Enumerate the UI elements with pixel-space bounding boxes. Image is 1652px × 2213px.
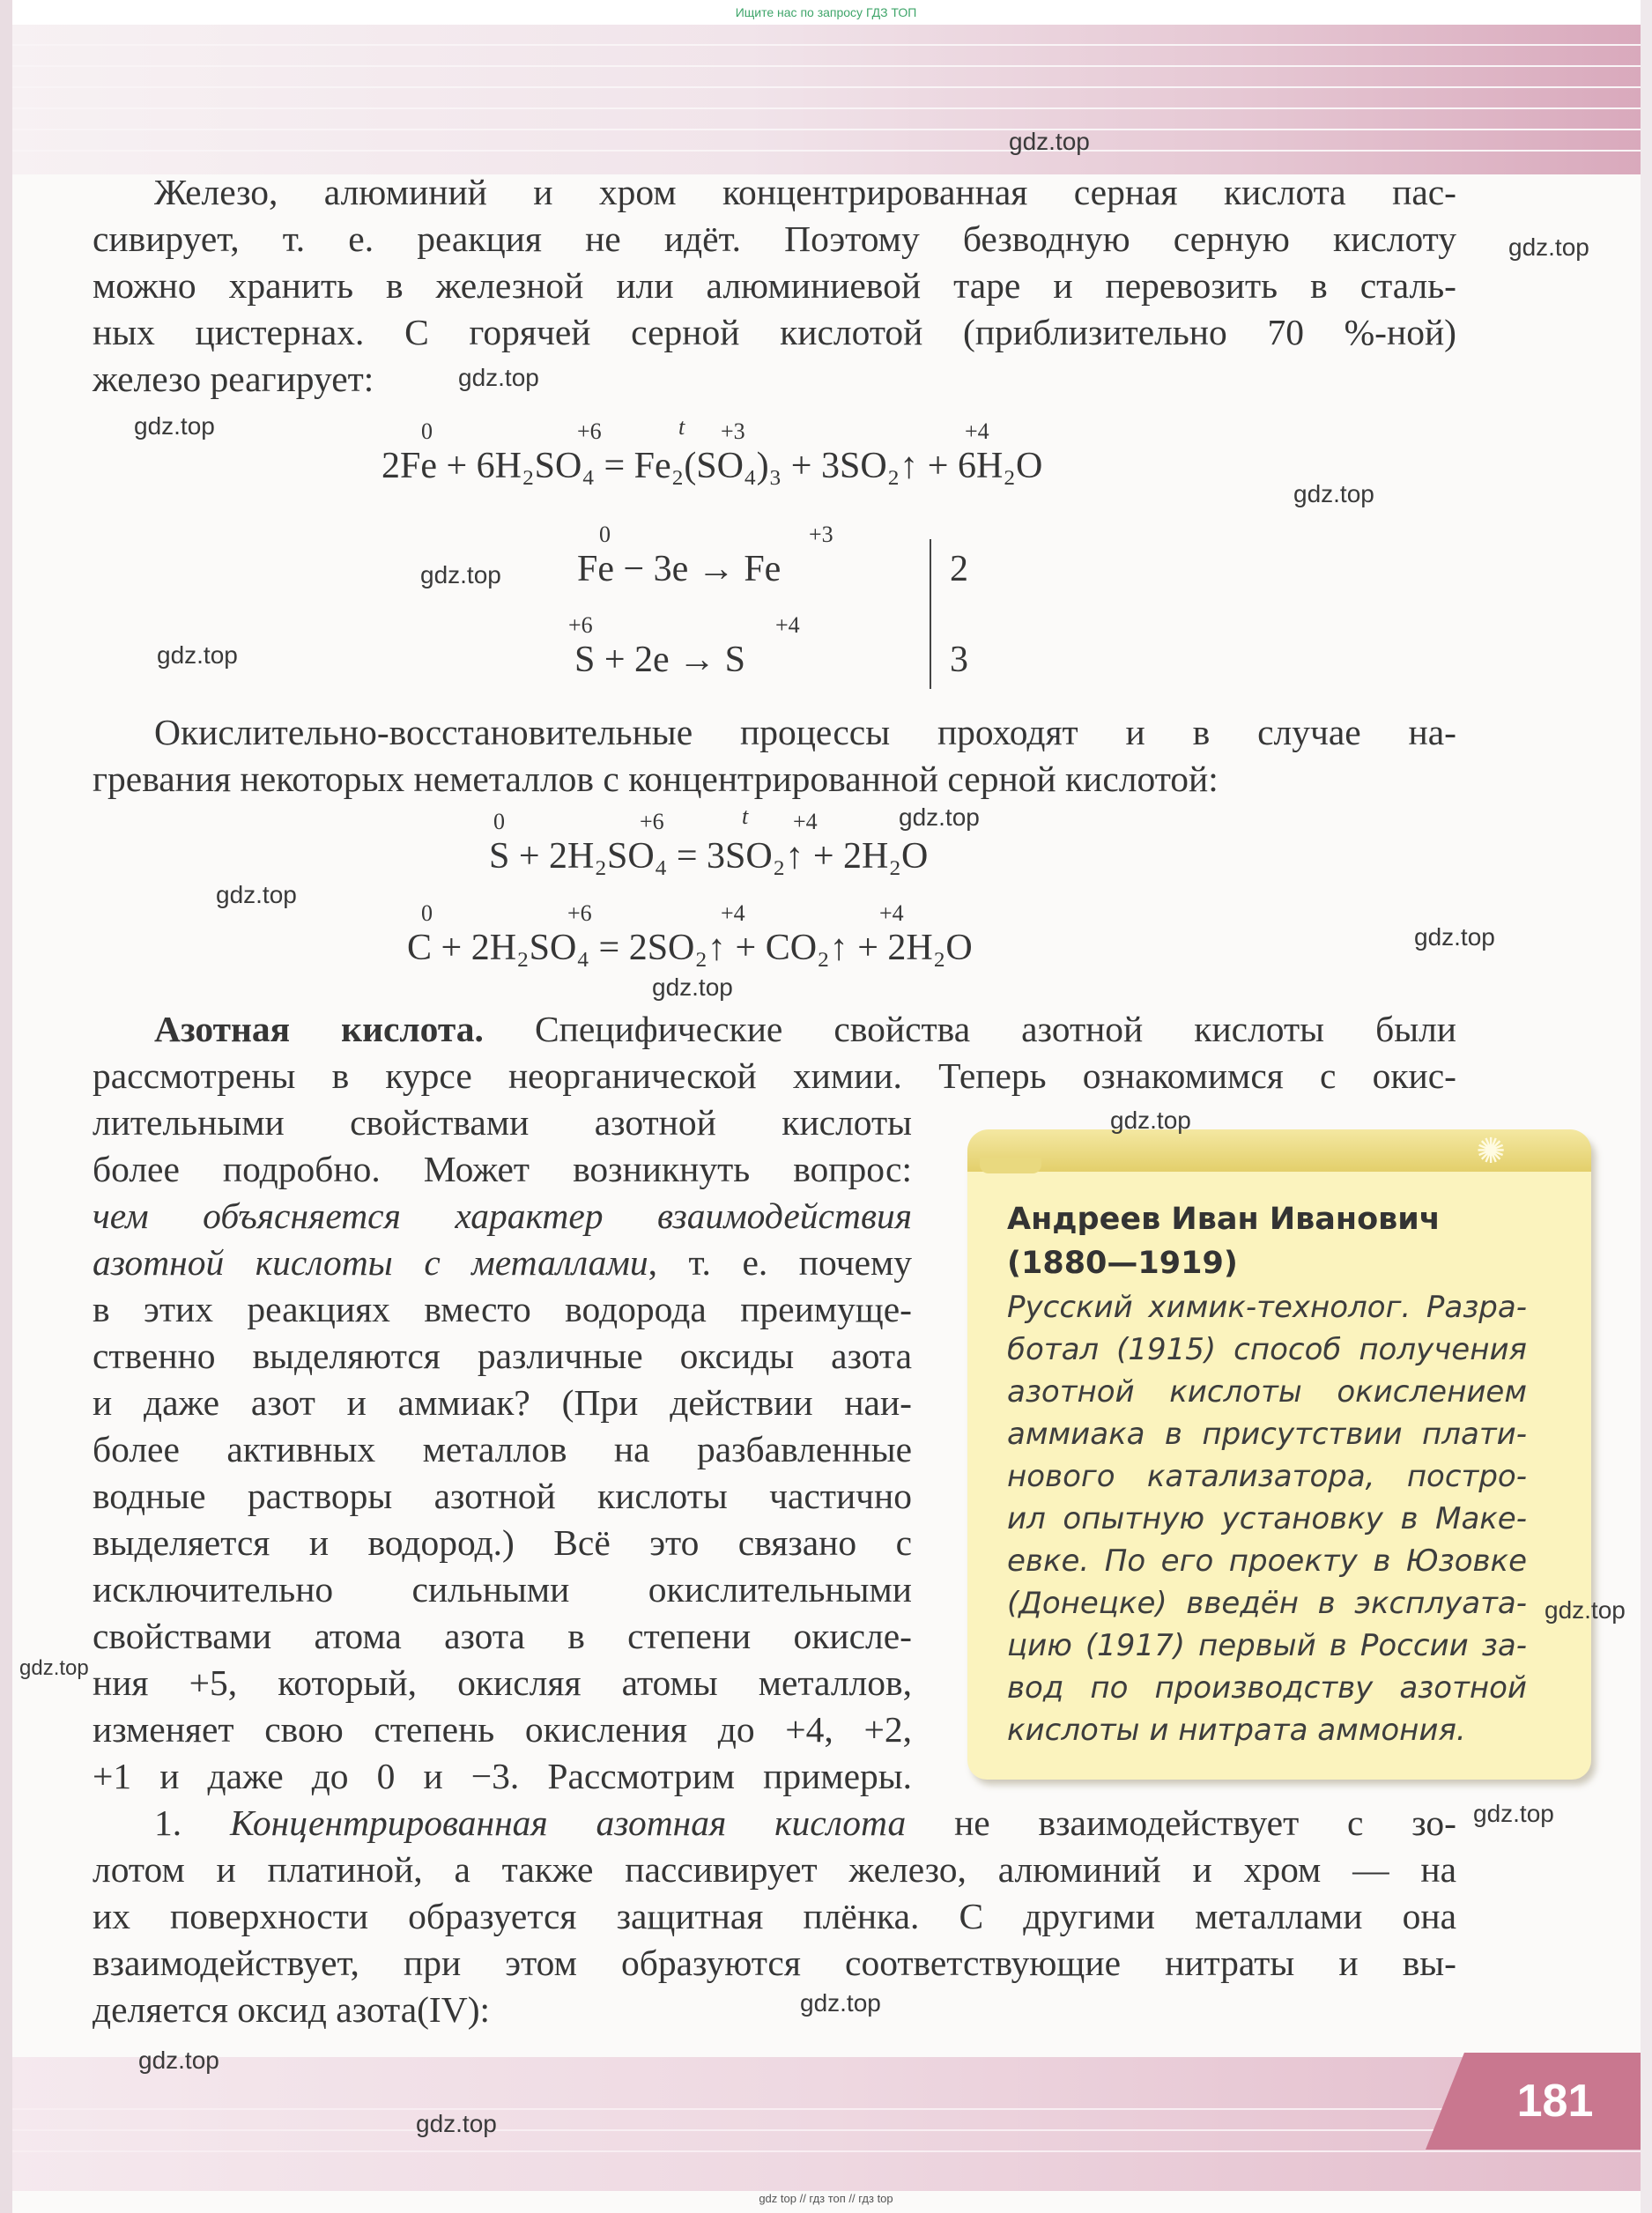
band-rule	[12, 150, 1641, 152]
balance-coefficient: 3	[950, 640, 968, 680]
biography-line: нового катализатора, постро-	[1007, 1459, 1527, 1494]
paragraph3-line: чем объясняется характер взаимодействия	[93, 1195, 912, 1236]
band-rule	[12, 2108, 1641, 2110]
oxidation-state: +6	[567, 900, 592, 926]
biography-name: Андреев Иван Иванович	[1007, 1202, 1441, 1237]
watermark: gdz.top	[420, 561, 501, 588]
header-notch	[980, 1158, 1041, 1173]
paragraph3-line: исключительно сильными окислительными	[93, 1569, 912, 1610]
paragraph3-line: изменяет свою степень окисления до +4, +2,	[93, 1709, 912, 1750]
oxidation-state: +4	[721, 900, 745, 926]
paragraph4-first-line	[93, 1800, 1456, 1846]
footer-note: gdz top // гдз топ // гдз top	[759, 2192, 893, 2205]
watermark: gdz.top	[458, 364, 539, 391]
biography-line: ил опытную установку в Маке-	[1007, 1501, 1527, 1536]
paragraph1-line: сивирует, т. е. реакция не идёт. Поэтому безводную серную кислоту	[93, 218, 1456, 259]
biography-line: кислоты и нитрата аммония.	[1007, 1713, 1466, 1748]
oxidation-state: +4	[775, 612, 800, 638]
biography-line: аммиака в присутствии плати-	[1007, 1417, 1527, 1452]
oxidation-state: +6	[568, 612, 593, 638]
band-rule	[12, 2150, 1641, 2152]
band-rule	[12, 129, 1641, 130]
paragraph3-line: рассмотрены в курсе неорганической химии. Теперь ознакомимся с окис-	[93, 1055, 1456, 1096]
oxidation-state: +3	[809, 522, 833, 547]
watermark: gdz.top	[216, 881, 297, 908]
oxidation-state: +3	[721, 418, 745, 444]
biography-years: (1880—1919)	[1007, 1246, 1238, 1281]
watermark: gdz.top	[134, 412, 215, 440]
paragraph1-line: Железо, алюминий и хром концентрированная серная кислота пас-	[154, 172, 1456, 212]
paragraph3-line: свойствами атома азота в степени окисле-	[93, 1616, 912, 1656]
oxidation-state: 0	[421, 418, 433, 444]
header-note: Ищите нас по запросу ГДЗ ТОП	[735, 5, 917, 19]
band-rule	[12, 65, 1641, 67]
biography-line: Русский химик-технолог. Разра-	[1007, 1290, 1527, 1325]
reaction-condition: t	[742, 803, 749, 829]
paragraph3-first-line	[93, 1006, 1456, 1052]
paragraph3-line: выделяется и водород.) Всё это связано с	[93, 1522, 912, 1563]
list-number: 1.	[154, 1802, 182, 1843]
paragraph4-line: их поверхности образуется защитная плёнка. С другими металлами она	[93, 1896, 1456, 1936]
page-number: 181	[1516, 2076, 1594, 2127]
watermark: gdz.top	[1414, 923, 1495, 951]
balance-divider	[930, 539, 931, 689]
watermark: gdz.top	[157, 641, 238, 669]
top-decorative-band	[12, 25, 1641, 174]
paragraph4-line: лотом и платиной, а также пассивирует железо, алюминий и хром — на	[93, 1849, 1456, 1890]
watermark: gdz.top	[1473, 1800, 1554, 1827]
paragraph2-line: Окислительно-восстановительные процессы проходят и в случае на-	[154, 712, 1456, 752]
oxidation-state: +6	[640, 809, 664, 834]
paragraph3-italic: азотной кислоты с металлами	[93, 1242, 648, 1283]
biography-line: (Донецке) введён в эксплуата-	[1007, 1586, 1527, 1621]
oxidation-state: +4	[879, 900, 904, 926]
section-heading: Азотная кислота.	[154, 1009, 484, 1049]
paragraph4-text: не взаимодействует с зо-	[906, 1802, 1457, 1843]
band-rule	[12, 86, 1641, 88]
paragraph3-line: более активных металлов на разбавленные	[93, 1429, 912, 1469]
paragraph2-line: гревания некоторых неметаллов с концентрированной серной кислотой:	[93, 759, 1219, 799]
watermark: gdz.top	[1508, 233, 1589, 261]
balance-half-reaction: Fe − 3e → Fe	[577, 549, 782, 589]
paragraph3-line: +1 и даже до 0 и −3. Рассмотрим примеры.	[93, 1756, 912, 1796]
balance-coefficient: 2	[950, 549, 968, 589]
oxidation-state: 0	[599, 522, 611, 547]
watermark: gdz.top	[800, 1989, 881, 2017]
paragraph1-line: железо реагирует:	[93, 359, 374, 399]
band-rule	[12, 2129, 1641, 2131]
reaction-condition: t	[678, 414, 685, 440]
paragraph3-line: более подробно. Может возникнуть вопрос:	[93, 1149, 912, 1189]
paragraph1-line: ных цистернах. С горячей серной кислотой (приблизительно 70 %-ной)	[93, 312, 1456, 352]
watermark: gdz.top	[1110, 1106, 1191, 1134]
page-right-edge	[1641, 0, 1652, 2213]
paragraph4-line: взаимодействует, при этом образуются соответствующие нитраты и вы-	[93, 1943, 1456, 1983]
chemical-equation: C + 2H₂SO₄ = 2SO₂↑ + CO₂↑ + 2H₂O	[407, 928, 973, 968]
page-left-edge	[0, 0, 12, 2213]
paragraph3-text: Специфические свойства азотной кислоты были	[483, 1009, 1456, 1049]
watermark: gdz.top	[1545, 1596, 1626, 1624]
bottom-decorative-band	[12, 2057, 1641, 2191]
watermark: gdz.top	[1293, 480, 1374, 507]
biography-line: вод по производству азотной	[1007, 1670, 1527, 1706]
paragraph3-line	[93, 1240, 912, 1285]
chemical-equation: S + 2H₂SO₄ = 3SO₂↑ + 2H₂O	[489, 836, 929, 877]
biography-line: евке. По его проекту в Юзовке	[1007, 1543, 1527, 1579]
oxidation-state: +4	[793, 809, 818, 834]
oxidation-state: 0	[421, 900, 433, 926]
paragraph3-line: ния +5, который, окисляя атомы металлов,	[93, 1662, 912, 1703]
watermark: gdz.top	[652, 973, 733, 1001]
chemical-equation: 2Fe + 6H₂SO₄ = Fe₂(SO₄)₃ + 3SO₂↑ + 6H₂O	[382, 446, 1043, 486]
watermark: gdz.top	[416, 2110, 497, 2137]
sun-icon: ✺	[1476, 1131, 1506, 1172]
paragraph3-line: лительными свойствами азотной кислоты	[93, 1102, 912, 1143]
paragraph3-line: в этих реакциях вместо водорода преимуще-	[93, 1289, 912, 1329]
oxidation-state: +6	[577, 418, 602, 444]
paragraph1-line: можно хранить в железной или алюминиевой таре и перевозить в сталь-	[93, 265, 1456, 306]
paragraph3-text: , т. е. почему	[648, 1242, 912, 1283]
paragraph3-line: и даже азот и аммиак? (При действии наи-	[93, 1382, 912, 1423]
paragraph3-line: водные растворы азотной кислоты частично	[93, 1476, 912, 1516]
band-rule	[12, 44, 1641, 46]
band-rule	[12, 107, 1641, 109]
balance-half-reaction: S + 2e → S	[574, 640, 746, 680]
watermark: gdz.top	[19, 1656, 89, 1680]
oxidation-state: 0	[493, 809, 505, 834]
watermark: gdz.top	[1009, 128, 1090, 155]
biography-line: цию (1917) первый в России за-	[1007, 1628, 1527, 1663]
biography-line: ботал (1915) способ получения	[1007, 1332, 1527, 1367]
watermark: gdz.top	[899, 803, 980, 831]
watermark: gdz.top	[138, 2046, 219, 2074]
oxidation-state: +4	[965, 418, 989, 444]
paragraph4-line: деляется оксид азота(IV):	[93, 1989, 491, 2030]
paragraph3-line: ственно выделяются различные оксиды азота	[93, 1336, 912, 1376]
biography-line: азотной кислоты окислением	[1007, 1374, 1527, 1410]
paragraph4-italic-lead: Концентрированная азотная кислота	[229, 1802, 907, 1843]
